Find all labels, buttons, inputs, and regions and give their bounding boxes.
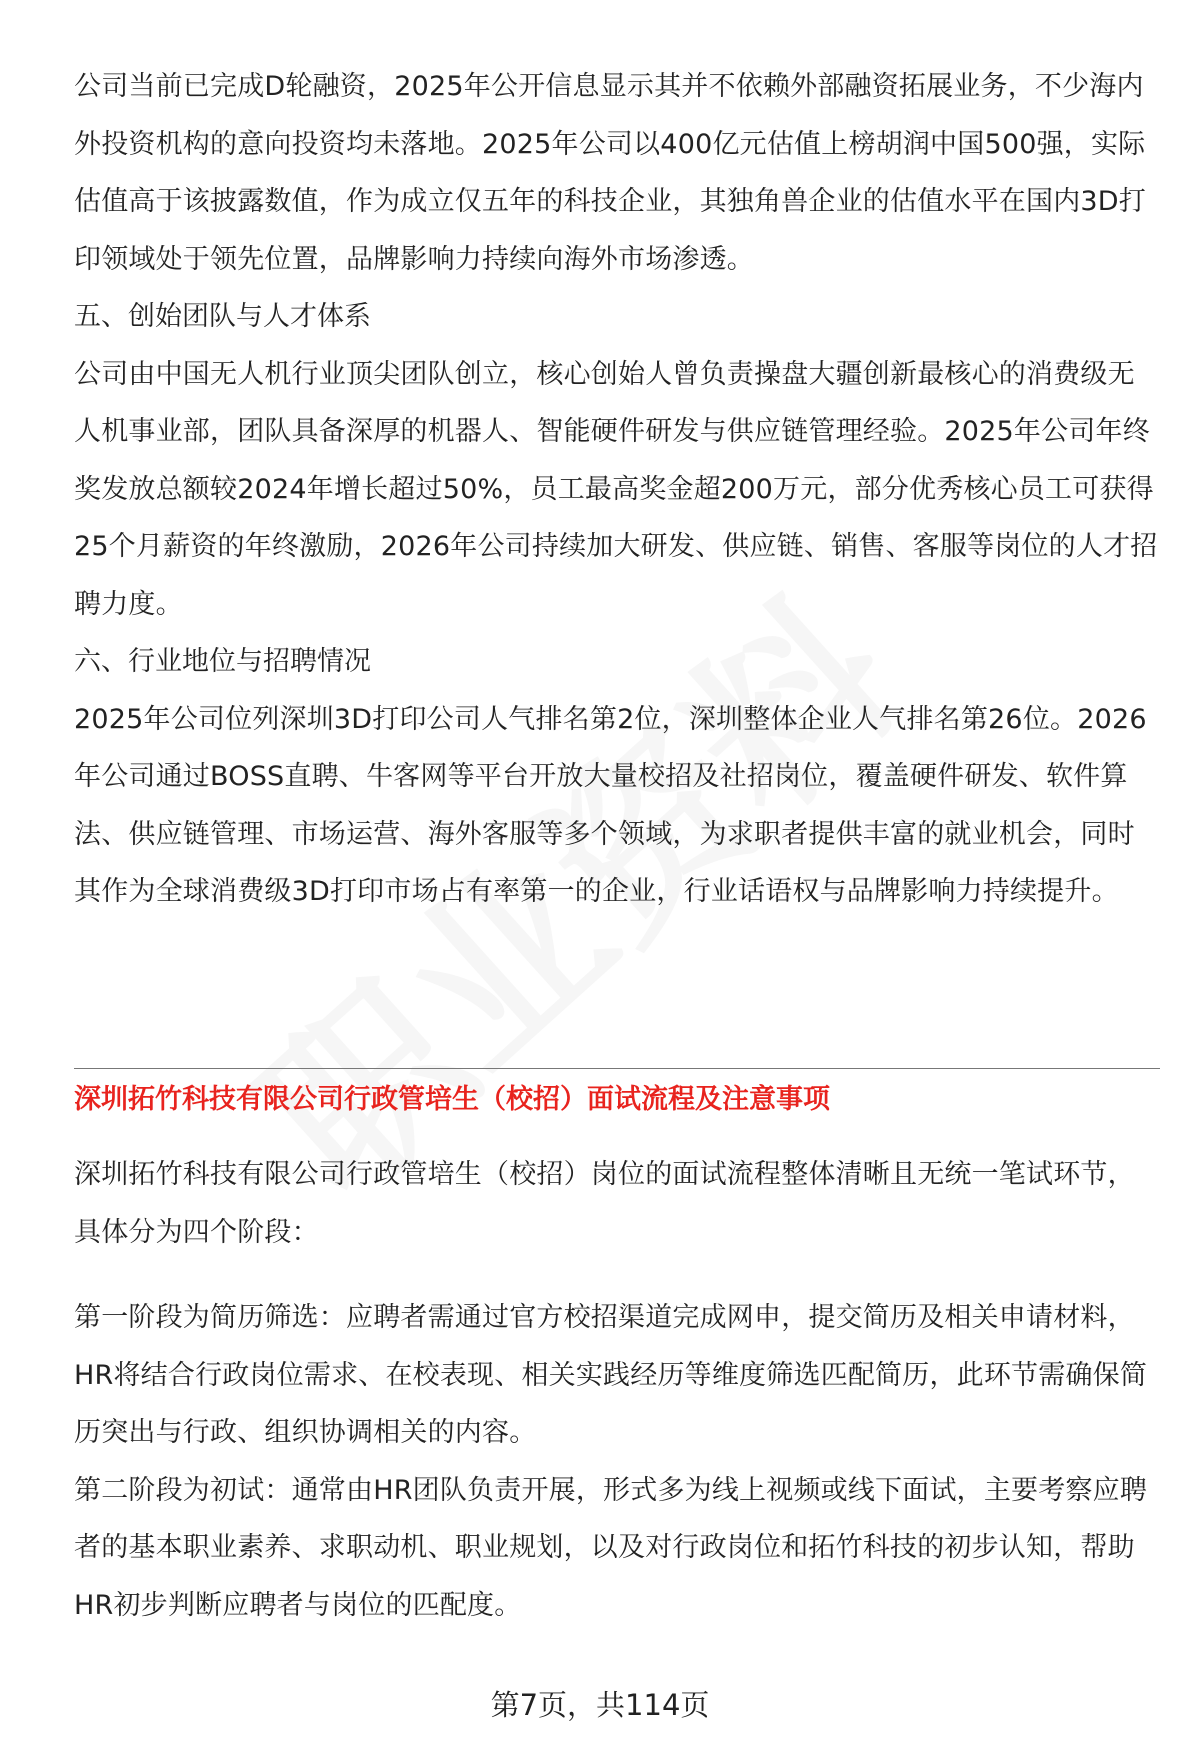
page-number: 第7页，共114页	[490, 1688, 710, 1722]
heading-industry-position: 六、行业地位与招聘情况	[74, 646, 371, 677]
section-title: 深圳拓竹科技有限公司行政管培生（校招）面试流程及注意事项	[74, 1084, 830, 1115]
stage-one: 第一阶段为简历筛选：应聘者需通过官方校招渠道完成网申，提交简历及相关申请材料，HR将结合行政岗位需求、在校表现、相关实践经历等维度筛选匹配简历，此环节需确保简历突出与行政、组织协调相关的内容。	[74, 1302, 1148, 1448]
document-body	[74, 58, 1160, 921]
interview-process-body	[74, 1146, 1160, 1634]
interview-intro: 深圳拓竹科技有限公司行政管培生（校招）岗位的面试流程整体清晰且无统一笔试环节，具体分为四个阶段：	[74, 1159, 1135, 1248]
paragraph-financing: 公司当前已完成D轮融资，2025年公开信息显示其并不依赖外部融资拓展业务，不少海内外投资机构的意向投资均未落地。2025年公司以400亿元估值上榜胡润中国500强，实际估值高于该披露数值，作为成立仅五年的科技企业，其独角兽企业的估值水平在国内3D打印领域处于领先位置，品牌影响力持续向海外市场渗透。	[74, 71, 1146, 275]
stage-two: 第二阶段为初试：通常由HR团队负责开展，形式多为线上视频或线下面试，主要考察应聘者的基本职业素养、求职动机、职业规划，以及对行政岗位和拓竹科技的初步认知，帮助HR初步判断应聘者与岗位的匹配度。	[74, 1474, 1148, 1621]
heading-founding-team: 五、创始团队与人才体系	[74, 301, 371, 332]
spacer	[74, 1261, 1160, 1289]
paragraph-founding-team: 公司由中国无人机行业顶尖团队创立，核心创始人曾负责操盘大疆创新最核心的消费级无人机事业部，团队具备深厚的机器人、智能硬件研发与供应链管理经验。2025年公司年终奖发放总额较2024年增长超过50%，员工最高奖金超200万元，部分优秀核心员工可获得25个月薪资的年终激励，2026年公司持续加大研发、供应链、销售、客服等岗位的人才招聘力度。	[74, 358, 1158, 620]
paragraph-industry-position: 2025年公司位列深圳3D打印公司人气排名第2位，深圳整体企业人气排名第26位。2026年公司通过BOSS直聘、牛客网等平台开放大量校招及社招岗位，覆盖硬件研发、软件算法、供应链管理、市场运营、海外客服等多个领域，为求职者提供丰富的就业机会，同时其作为全球消费级3D打印市场占有率第一的企业，行业话语权与品牌影响力持续提升。	[74, 703, 1147, 907]
section-divider	[74, 1068, 1160, 1069]
